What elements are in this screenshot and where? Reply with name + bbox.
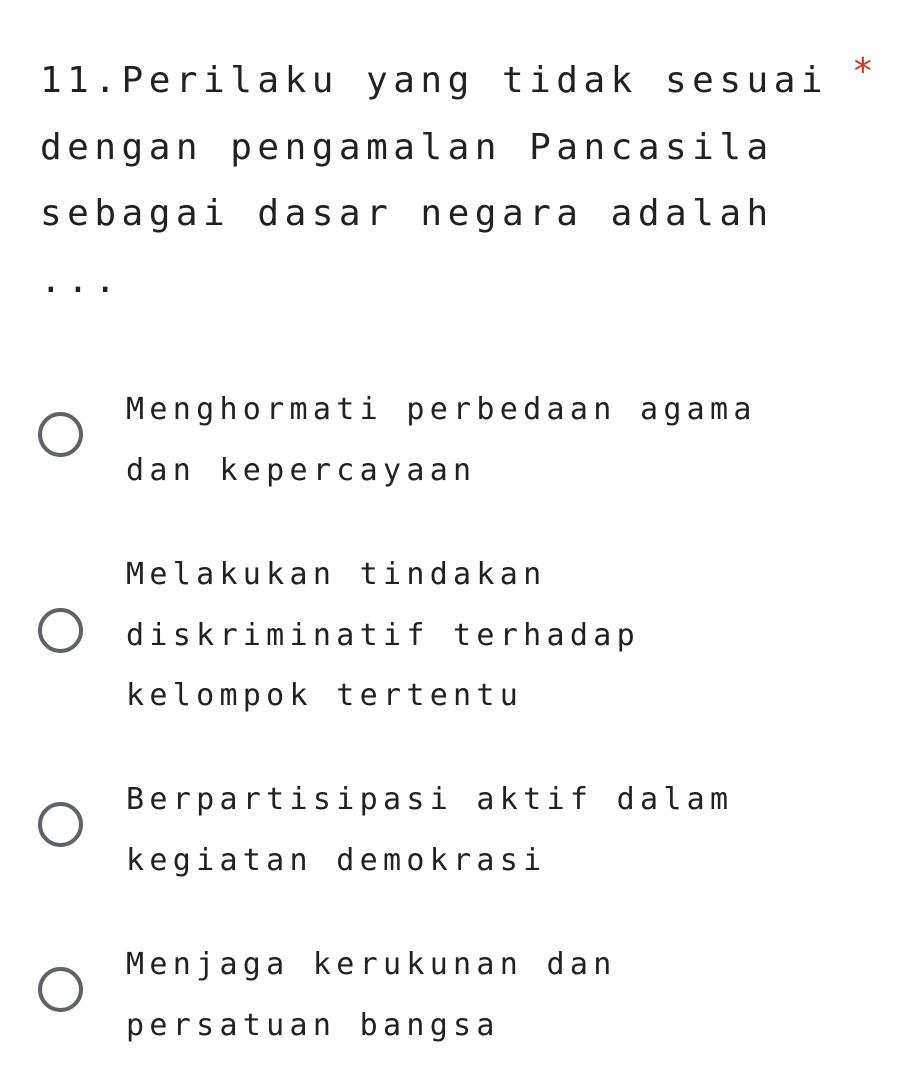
radio-unchecked-icon[interactable] xyxy=(38,967,83,1012)
option-2-label[interactable]: Melakukan tindakan diskriminatif terhadap kelompok tertentu xyxy=(126,557,640,713)
radio-unchecked-icon[interactable] xyxy=(38,412,83,457)
radio-unchecked-icon[interactable] xyxy=(38,802,83,847)
required-asterisk: * xyxy=(852,51,874,92)
option-1-label[interactable]: Menghormati perbedaan agama dan kepercayaan xyxy=(126,392,757,488)
option-3-label[interactable]: Berpartisipasi aktif dalam kegiatan demokrasi xyxy=(126,782,734,878)
question-text: 11.Perilaku yang tidak sesuai dengan pengamalan Pancasila sebagai dasar negara adalah ... xyxy=(40,60,829,301)
radio-unchecked-icon[interactable] xyxy=(38,608,83,653)
option-4-label[interactable]: Menjaga kerukunan dan persatuan bangsa xyxy=(126,947,617,1043)
